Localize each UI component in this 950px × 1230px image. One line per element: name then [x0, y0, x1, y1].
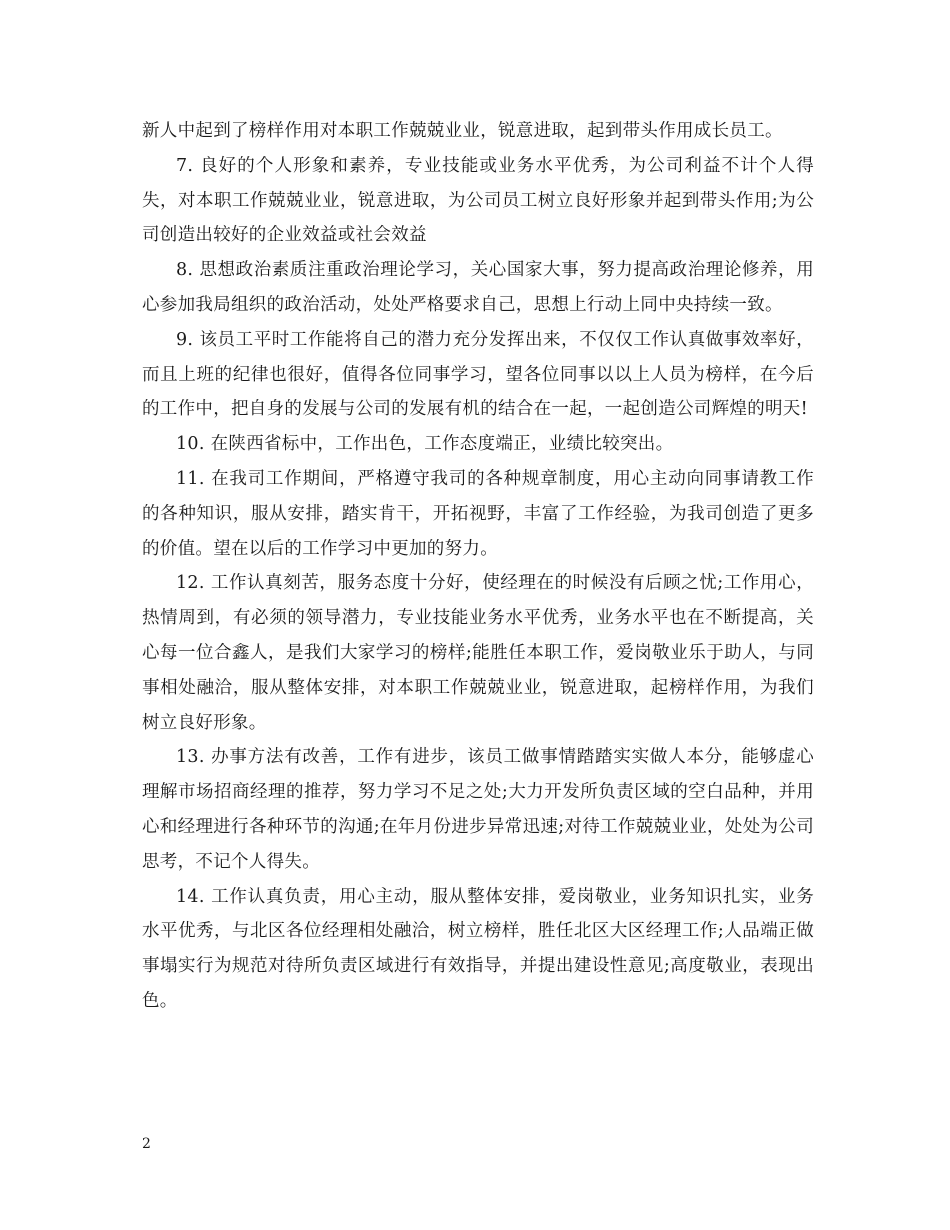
paragraph-item-7: 7. 良好的个人形象和素养，专业技能或业务水平优秀，为公司利益不计个人得失，对本职工作兢兢业业，锐意进取，为公司员工树立良好形象并起到带头作用;为公司创造出较好的企业效益或社会效益 [142, 155, 814, 246]
paragraph-item-9: 9. 该员工平时工作能将自己的潜力充分发挥出来，不仅仅工作认真做事效率好，而且上班的纪律也很好，值得各位同事学习，望各位同事以以上人员为榜样，在今后的工作中，把自身的发展与公司的发展有机的结合在一起，一起创造公司辉煌的明天! [142, 329, 814, 420]
paragraph-continuation: 新人中起到了榜样作用对本职工作兢兢业业，锐意进取，起到带头作用成长员工。 [142, 121, 783, 141]
page-number: 2 [142, 1136, 151, 1152]
paragraph-item-13: 13. 办事方法有改善，工作有进步，该员工做事情踏踏实实做人本分，能够虚心理解市场招商经理的推荐，努力学习不足之处;大力开发所负责区域的空白品种，并用心和经理进行各种环节的沟通;在年月份进步异常迅速;对待工作兢兢业业，处处为公司思考，不记个人得失。 [142, 747, 814, 872]
paragraph-item-8: 8. 思想政治素质注重政治理论学习，关心国家大事，努力提高政治理论修养，用心参加我局组织的政治活动，处处严格要求自己，思想上行动上同中央持续一致。 [142, 260, 814, 315]
paragraph-item-11: 11. 在我司工作期间，严格遵守我司的各种规章制度，用心主动向同事请教工作的各种知识，服从安排，踏实肯干，开拓视野，丰富了工作经验，为我司创造了更多的价值。望在以后的工作学习中更加的努力。 [142, 468, 814, 559]
paragraph-item-14: 14. 工作认真负责，用心主动，服从整体安排，爱岗敬业，业务知识扎实，业务水平优秀，与北区各位经理相处融洽，树立榜样，胜任北区大区经理工作;人品端正做事塌实行为规范对待所负责区域进行有效指导，并提出建设性意见;高度敬业，表现出色。 [142, 886, 814, 1011]
paragraph-item-10: 10. 在陕西省标中，工作出色，工作态度端正，业绩比较突出。 [176, 434, 674, 455]
paragraph-item-12: 12. 工作认真刻苦，服务态度十分好，使经理在的时候没有后顾之忧;工作用心，热情周到，有必须的领导潜力，专业技能业务水平优秀，业务水平也在不断提高，关心每一位合鑫人，是我们大家学习的榜样;能胜任本职工作，爱岗敬业乐于助人，与同事相处融洽，服从整体安排，对本职工作兢兢业业，锐意进取，起榜样作用，为我们树立良好形象。 [142, 573, 814, 733]
document-body [142, 114, 814, 1019]
